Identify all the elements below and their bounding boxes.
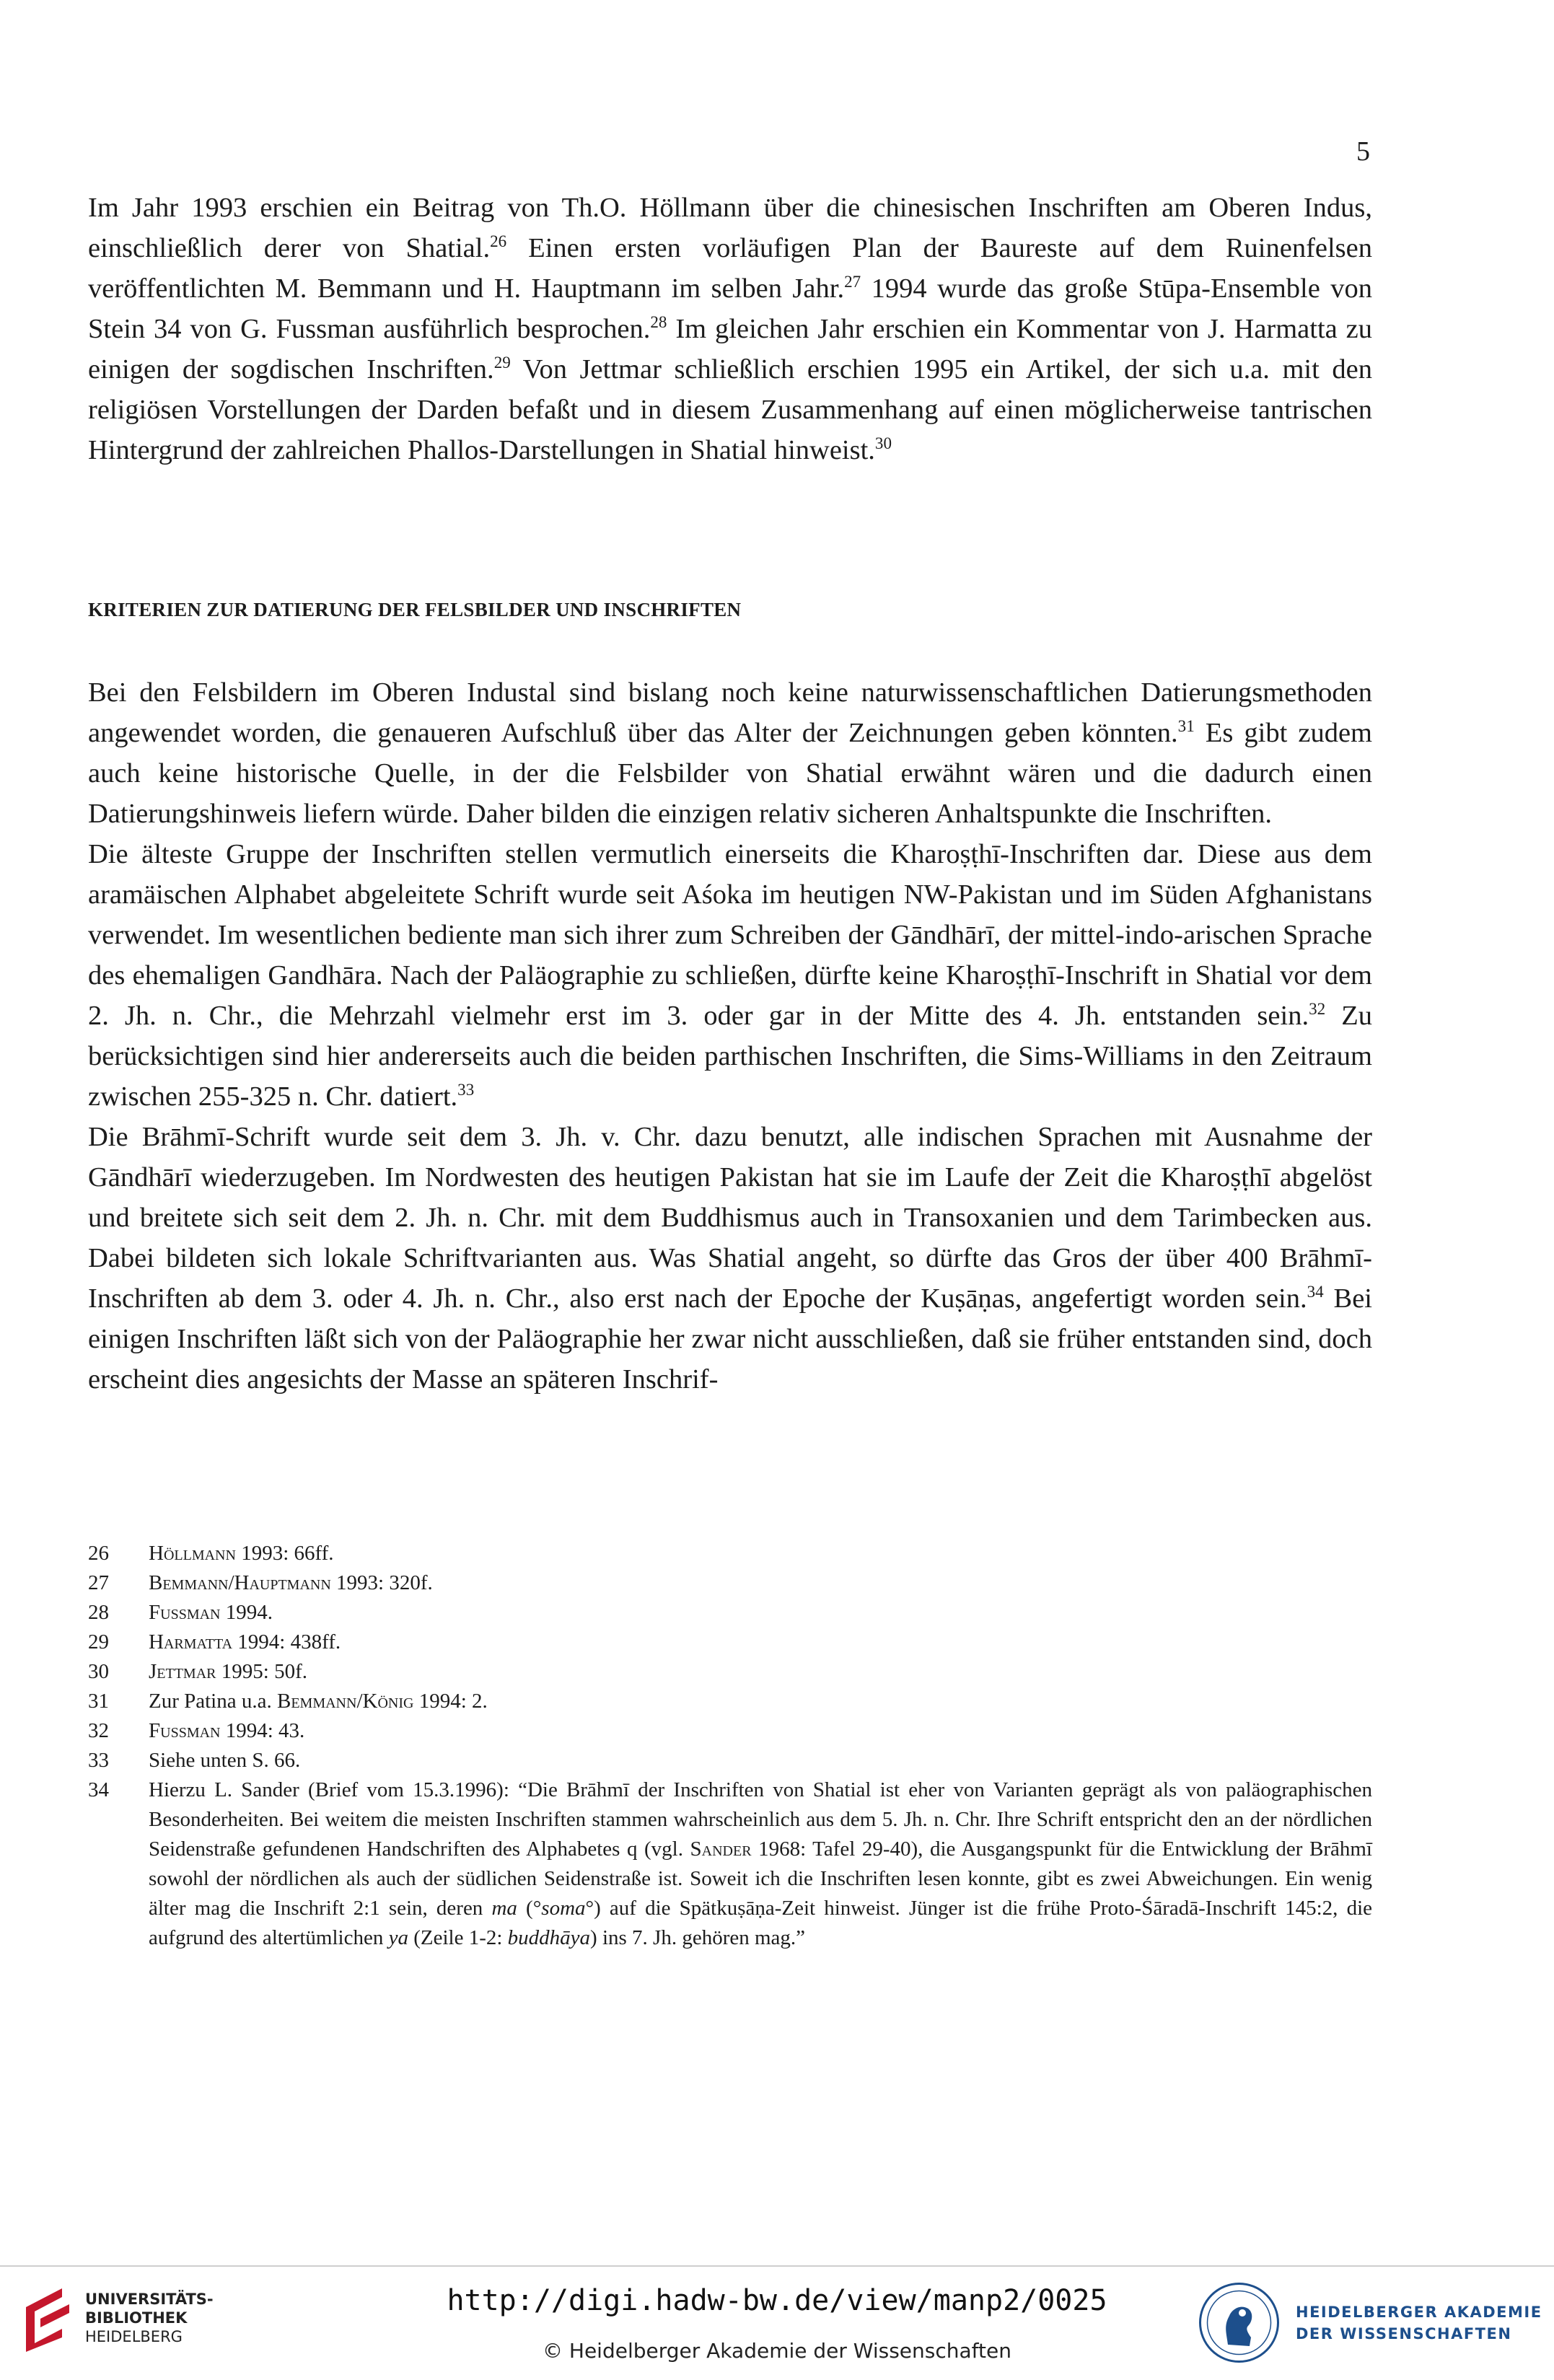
footnote-ref[interactable]: 30 [874, 434, 892, 453]
viewer-footer [0, 2265, 1554, 2380]
body-paragraph-3: Die älteste Gruppe der Inschriften stellen vermutlich einerseits die Kharoṣṭhī-Inschriften dar. Diese aus dem aramäischen Alphabet abgeleitete Schrift wurde seit Aśoka im heutigen NW-Pakistan und im Süden Afghanistans verwendet. Im wesentlichen bediente man sich ihrer zum Schreiben der Gāndhārī, der mittel-indo-arischen Sprache des ehemaligen Gandhāra. Nach der Paläographie zu schließen, dürfte keine Kharoṣṭhī-Inschrift in Shatial vor dem 2. Jh. n. Chr., die Mehrzahl vielmehr erst im 3. oder gar in der Mitte des 4. Jh. entstanden sein.$^{32}$ Zu berücksichtigen sind hier andererseits auch die beiden parthischen Inschriften, die Sims-Williams in den Zeitraum zwischen 255-325 n. Chr. datiert.$^{33}$ [88, 839, 1372, 1112]
footnotes [88, 1539, 1372, 1953]
footnote-ref[interactable]: 32 [1309, 999, 1326, 1019]
footnote: 33 Siehe unten S. 66. [88, 1749, 301, 1772]
footnote-ref[interactable]: 34 [1307, 1282, 1324, 1301]
footnote-ref[interactable]: 33 [457, 1080, 475, 1099]
footnote-ref[interactable]: 28 [650, 312, 667, 332]
footnote: 34 Hierzu L. Sander (Brief vom 15.3.1996): “Die Brāhmī der Inschriften von Shatial ist eher von Varianten geprägt als von paläographischen Besonderheiten. Bei weitem die meisten Inschriften stammen wahrscheinlich aus dem 5. Jh. n. Chr. Ihre Schrift entspricht den an der nördlichen Seidenstraße gefundenen Handschriften des Alphabetes q (vgl. Sander 1968: Tafel 29-40), die Ausgangspunkt für die Entwicklung der Brāhmī sowohl der nördlichen als auch der südlichen Seidenstraße ist. Soweit ich die Inschriften lesen konnte, gibt es zwei Abweichungen. Ein wenig älter mag die Inschrift 2:1 sein, deren ma (°soma°) auf die Spätkuṣāṇa-Zeit hinweist. Jünger ist die frühe Proto-Śāradā-Inschrift 145:2, die aufgrund des altertümlichen ya (Zeile 1-2: buddhāya) ins 7. Jh. gehören mag.” [88, 1778, 1372, 1949]
permalink-link[interactable]: http://digi.hadw-bw.de/view/manp2/0025 [447, 2284, 1107, 2317]
footnote: 31 Zur Patina u.a. Bemmann/König 1994: 2. [88, 1690, 488, 1713]
library-name[interactable]: UNIVERSITÄTS- BIBLIOTHEK HEIDELBERG [85, 2291, 214, 2345]
academy-name[interactable]: HEIDELBERGER AKADEMIE DER WISSENSCHAFTEN [1296, 2304, 1542, 2342]
body-paragraph-2: Bei den Felsbildern im Oberen Industal sind bislang noch keine naturwissenschaftlichen Datierungsmethoden angewendet worden, die genaueren Aufschluß über das Alter der Zeichnungen geben könnten.$^{31}$ Es gibt zudem auch keine historische Quelle, in der die Felsbilder von Shatial erwähnt wären und die dadurch einen Datierungshinweis liefern würde. Daher bilden die einzigen relativ sicheren Anhaltspunkte die Inschriften. [88, 677, 1372, 829]
footnote-ref[interactable]: 31 [1177, 716, 1195, 736]
body-paragraph-4: Die Brāhmī-Schrift wurde seit dem 3. Jh. v. Chr. dazu benutzt, alle indischen Sprachen mit Ausnahme der Gāndhārī wiederzugeben. Im Nordwesten des heutigen Pakistan hat sie im Laufe der Zeit die Kharoṣṭhī abgelöst und breitete sich seit dem 2. Jh. n. Chr. mit dem Buddhismus auch in Transoxanien und dem Tarimbecken aus. Dabei bildeten sich lokale Schriftvarianten aus. Was Shatial angeht, so dürfte das Gros der über 400 Brāhmī-Inschriften ab dem 3. oder 4. Jh. n. Chr., also erst nach der Epoche der Kuṣāṇas, angefertigt worden sein.$^{34}$ Bei einigen Inschriften läßt sich von der Paläographie her zwar nicht ausschließen, daß sie früher entstanden sind, doch erscheint dies angesichts der Masse an späteren Inschrif- [88, 1122, 1372, 1395]
body-paragraph-1: Im Jahr 1993 erschien ein Beitrag von Th.O. Höllmann über die chinesischen Inschriften am Oberen Indus, einschließlich derer von Shatial.$^{26}$ Einen ersten vorläufigen Plan der Baureste auf dem Ruinenfelsen veröffentlichten M. Bemmann und H. Hauptmann im selben Jahr.$^{27}$ 1994 wurde das große Stūpa-Ensemble von Stein 34 von G. Fussman ausführlich besprochen.$^{28}$ Im gleichen Jahr erschien ein Kommentar von J. Harmatta zu einigen der sogdischen Inschriften.$^{29}$ Von Jettmar schließlich erschien 1995 ein Artikel, der sich u.a. mit den religiösen Vorstellungen der Darden befaßt und in diesem Zusammenhang auf einen möglicherweise tantrischen Hintergrund der zahlreichen Phallos-Darstellungen in Shatial hinweist.$^{30}$ [88, 193, 1372, 465]
footnote: 27 Bemmann/Hauptmann 1993: 320f. [88, 1571, 433, 1594]
footnote-ref[interactable]: 27 [844, 272, 861, 291]
footnote: 26 Höllmann 1993: 66ff. [88, 1542, 334, 1565]
page-number: 5 [1356, 136, 1370, 167]
footnote: 32 Fussman 1994: 43. [88, 1719, 305, 1742]
academy-seal-icon[interactable] [1198, 2281, 1281, 2364]
body-section-text [88, 672, 1372, 1400]
footnote: 30 Jettmar 1995: 50f. [88, 1660, 307, 1683]
footnote: 28 Fussman 1994. [88, 1601, 273, 1624]
footnote-ref[interactable]: 29 [493, 353, 511, 372]
copyright-notice: © Heidelberger Akademie der Wissenschaften [542, 2339, 1011, 2363]
footnote: 29 Harmatta 1994: 438ff. [88, 1630, 341, 1654]
footnote-ref[interactable]: 26 [490, 232, 507, 251]
section-heading: KRITERIEN ZUR DATIERUNG DER FELSBILDER UND INSCHRIFTEN [88, 599, 742, 620]
